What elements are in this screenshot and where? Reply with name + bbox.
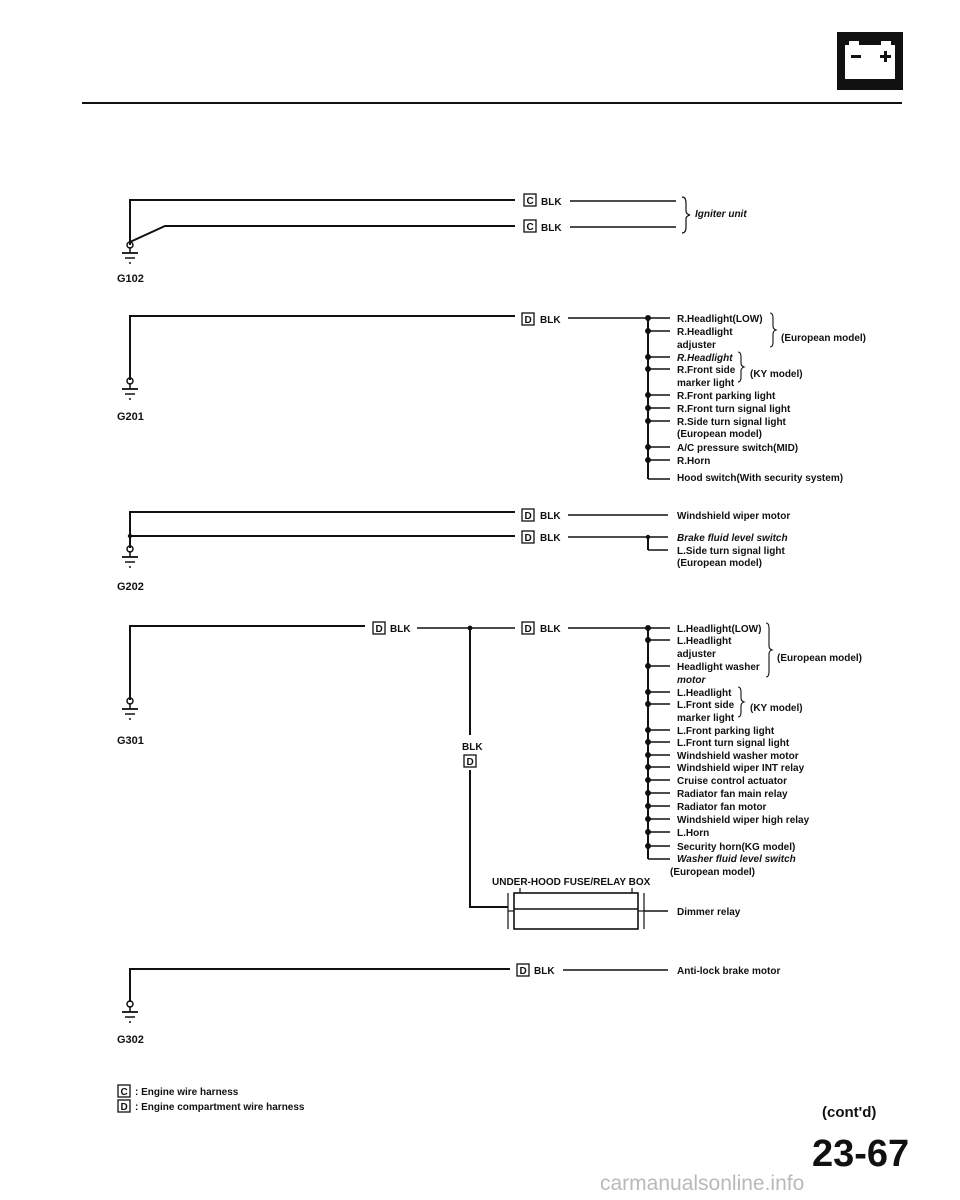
wire-color-label: BLK <box>462 742 483 753</box>
connector-d-tag: D <box>524 624 532 635</box>
connector-d-tag: D <box>466 757 474 768</box>
component-windshield-wiper-int-relay: Windshield wiper INT relay <box>677 763 805 774</box>
component-r-headlight-ky: R.Headlight <box>677 353 733 364</box>
ky-model-note: (KY model) <box>750 369 803 380</box>
component-windshield-washer-motor: Windshield washer motor <box>677 751 799 762</box>
connector-d-tag: D <box>524 315 532 326</box>
wire-color-label: BLK <box>541 197 562 208</box>
g302-circuit <box>117 964 780 1046</box>
component-r-headlight: R.Headlight <box>677 327 733 338</box>
component-r-side-turn-signal: R.Side turn signal light <box>677 417 786 428</box>
component-r-headlight-low: R.Headlight(LOW) <box>677 314 763 325</box>
ground-label-g201: G201 <box>117 411 144 423</box>
european-model-note: (European model) <box>777 653 863 664</box>
wire-color-label: BLK <box>540 315 561 326</box>
component-headlight-washer: Headlight washer <box>677 662 760 673</box>
european-model-note: (European model) <box>670 867 756 878</box>
wire-color-label: BLK <box>541 223 562 234</box>
legend-c-description: : Engine wire harness <box>135 1087 239 1098</box>
component-l-headlight: L.Headlight <box>677 636 732 647</box>
component-washer-fluid-level-switch: Washer fluid level switch <box>677 854 796 865</box>
component-igniter-unit: Igniter unit <box>695 209 747 220</box>
european-model-note: (European model) <box>677 558 763 569</box>
wire-color-label: BLK <box>540 511 561 522</box>
g202-circuit <box>117 509 790 593</box>
component-r-front-side: R.Front side <box>677 365 736 376</box>
g201-circuit <box>117 313 866 484</box>
ground-label-g102: G102 <box>117 273 144 285</box>
component-adjuster: adjuster <box>677 649 716 660</box>
component-marker-light: marker light <box>677 378 735 389</box>
component-security-horn: Security horn(KG model) <box>677 842 796 853</box>
component-l-headlight-low: L.Headlight(LOW) <box>677 624 762 635</box>
wire-color-label: BLK <box>540 533 561 544</box>
fuse-relay-box <box>508 888 644 929</box>
ground-label-g202: G202 <box>117 581 144 593</box>
connector-d-tag: D <box>524 533 532 544</box>
component-marker-light: marker light <box>677 713 735 724</box>
component-radiator-fan-main-relay: Radiator fan main relay <box>677 789 788 800</box>
legend-c-tag: C <box>120 1087 128 1098</box>
ground-label-g301: G301 <box>117 735 144 747</box>
component-l-front-parking-light: L.Front parking light <box>677 726 775 737</box>
component-r-horn: R.Horn <box>677 456 711 467</box>
component-windshield-wiper-motor: Windshield wiper motor <box>677 511 791 522</box>
connector-d-tag: D <box>524 511 532 522</box>
connector-c-tag: C <box>526 222 534 233</box>
component-ac-pressure-switch: A/C pressure switch(MID) <box>677 443 799 454</box>
watermark: carmanualsonline.info <box>600 1172 805 1195</box>
component-dimmer-relay: Dimmer relay <box>677 907 741 918</box>
ground-label-g302: G302 <box>117 1034 144 1046</box>
component-l-front-side: L.Front side <box>677 700 735 711</box>
legend <box>118 1085 305 1113</box>
fuse-relay-box-label: UNDER-HOOD FUSE/RELAY BOX <box>492 877 651 888</box>
wire-color-label: BLK <box>534 966 555 977</box>
connector-c-tag: C <box>526 196 534 207</box>
component-motor: motor <box>677 675 706 686</box>
component-brake-fluid-level-switch: Brake fluid level switch <box>677 533 788 544</box>
component-windshield-wiper-high-relay: Windshield wiper high relay <box>677 815 810 826</box>
legend-d-description: : Engine compartment wire harness <box>135 1102 305 1113</box>
component-radiator-fan-motor: Radiator fan motor <box>677 802 767 813</box>
component-l-horn: L.Horn <box>677 828 710 839</box>
g301-circuit <box>117 622 862 929</box>
wire-color-label: BLK <box>540 624 561 635</box>
component-l-headlight-ky: L.Headlight <box>677 688 732 699</box>
component-cruise-control-actuator: Cruise control actuator <box>677 776 788 787</box>
component-l-side-turn-signal: L.Side turn signal light <box>677 546 785 557</box>
connector-d-tag: D <box>519 966 527 977</box>
continued-label: (cont'd) <box>822 1104 877 1121</box>
component-anti-lock-brake-motor: Anti-lock brake motor <box>677 966 781 977</box>
component-r-front-turn-signal: R.Front turn signal light <box>677 404 791 415</box>
component-hood-switch: Hood switch(With security system) <box>677 473 844 484</box>
component-r-front-parking-light: R.Front parking light <box>677 391 776 402</box>
component-adjuster: adjuster <box>677 340 716 351</box>
page-number: 23-67 <box>812 1133 910 1175</box>
european-model-note: (European model) <box>781 333 867 344</box>
g102-circuit <box>117 194 747 285</box>
connector-d-tag: D <box>375 624 383 635</box>
european-model-note: (European model) <box>677 429 763 440</box>
legend-d-tag: D <box>120 1102 128 1113</box>
wire-color-label: BLK <box>390 624 411 635</box>
ky-model-note: (KY model) <box>750 703 803 714</box>
component-l-front-turn-signal: L.Front turn signal light <box>677 738 790 749</box>
